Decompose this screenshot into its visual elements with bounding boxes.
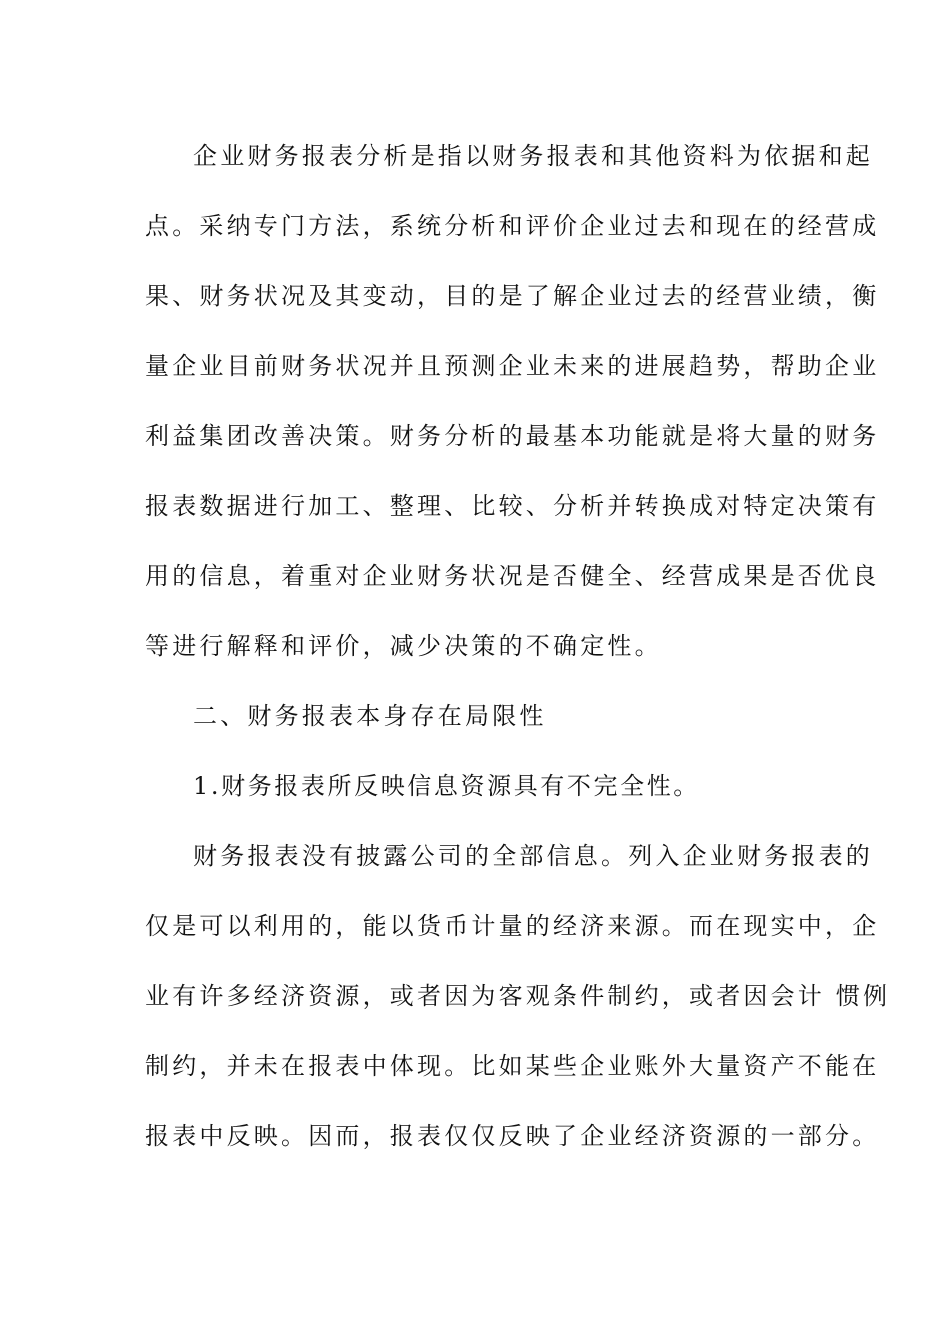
paragraph-line: 用的信息，着重对企业财务状况是否健全、经营成果是否优良 bbox=[145, 562, 880, 590]
paragraph-line: 企业财务报表分析是指以财务报表和其他资料为依据和起 bbox=[193, 142, 873, 170]
paragraph-line: 业有许多经济资源，或者因为客观条件制约，或者因会计 惯例 bbox=[145, 982, 891, 1010]
subsection-heading: 1.财务报表所反映信息资源具有不完全性。 bbox=[193, 772, 700, 800]
section-heading: 二、财务报表本身存在局限性 bbox=[193, 702, 547, 730]
paragraph-line: 仅是可以利用的，能以货币计量的经济来源。而在现实中，企 bbox=[145, 912, 880, 940]
paragraph-line: 量企业目前财务状况并且预测企业未来的进展趋势，帮助企业 bbox=[145, 352, 880, 380]
paragraph-line: 财务报表没有披露公司的全部信息。列入企业财务报表的 bbox=[193, 842, 873, 870]
paragraph-line: 等进行解释和评价，减少决策的不确定性。 bbox=[145, 632, 662, 660]
paragraph-line: 制约，并未在报表中体现。比如某些企业账外大量资产不能在 bbox=[145, 1052, 880, 1080]
paragraph-line: 报表数据进行加工、整理、比较、分析并转换成对特定决策有 bbox=[145, 492, 880, 520]
paragraph-line: 报表中反映。因而，报表仅仅反映了企业经济资源的一部分。 bbox=[145, 1122, 880, 1150]
paragraph-line: 点。采纳专门方法，系统分析和评价企业过去和现在的经营成 bbox=[145, 212, 880, 240]
paragraph-line: 利益集团改善决策。财务分析的最基本功能就是将大量的财务 bbox=[145, 422, 880, 450]
paragraph-line: 果、财务状况及其变动，目的是了解企业过去的经营业绩，衡 bbox=[145, 282, 880, 310]
